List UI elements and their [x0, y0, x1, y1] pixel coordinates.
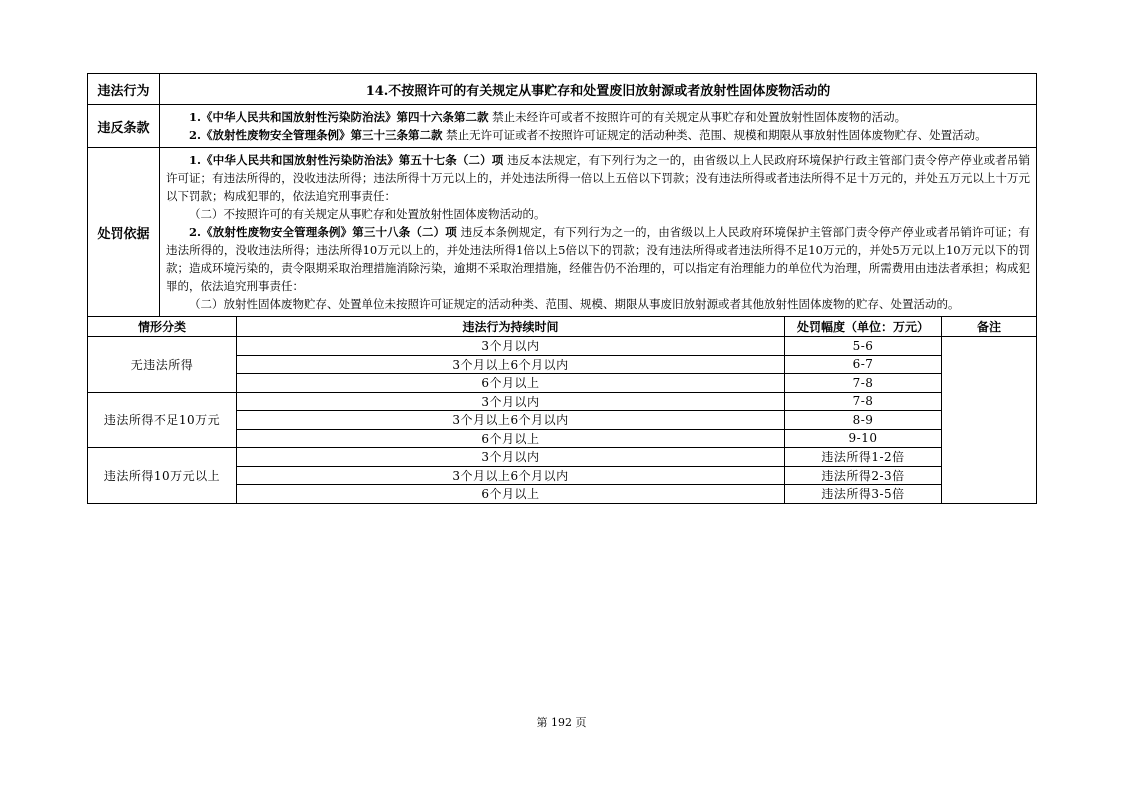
range-cell: 7-8 [785, 392, 942, 411]
basis-2-title: 2.《放射性废物安全管理条例》第三十八条（二）项 [189, 225, 457, 239]
table-header-row [88, 317, 1037, 337]
clause-2-text: 禁止无许可证或者不按照许可证规定的活动种类、范围、规模和期限从事放射性固体废物贮存、处置活动。 [442, 128, 987, 142]
violation-title: 14.不按照许可的有关规定从事贮存和处置废旧放射源或者放射性固体废物活动的 [160, 74, 1037, 105]
duration-cell: 6个月以上 [237, 374, 785, 393]
duration-cell: 3个月以上6个月以内 [237, 411, 785, 430]
col-header-category: 情形分类 [88, 317, 237, 337]
penalty-basis-label: 处罚依据 [88, 148, 160, 317]
violated-clause-label: 违反条款 [88, 105, 160, 148]
table-row [88, 448, 1037, 467]
duration-cell: 3个月以内 [237, 448, 785, 467]
clause-1-text: 禁止未经许可或者不按照许可的有关规定从事贮存和处置放射性固体废物的活动。 [488, 110, 907, 124]
violation-label: 违法行为 [88, 74, 160, 105]
range-cell: 违法所得1-2倍 [785, 448, 942, 467]
duration-cell: 3个月以上6个月以内 [237, 355, 785, 374]
range-cell: 7-8 [785, 374, 942, 393]
category-cell: 违法所得不足10万元 [88, 392, 237, 448]
range-cell: 5-6 [785, 337, 942, 356]
category-cell: 无违法所得 [88, 337, 237, 393]
table-row [88, 337, 1037, 356]
penalty-basis-row [88, 148, 1037, 317]
basis-1-text: 违反本法规定，有下列行为之一的，由省级以上人民政府环境保护行政主管部门责令停产停业或者吊销许可证；有违法所得的，没收违法所得；违法所得十万元以上的，并处违法所得一倍以上五倍以下罚款；没有违法所得或者违法所得不足十万元的，并处五万元以上十万元以下罚款；构成犯罪的，依法追究刑事责任： [166, 153, 1030, 203]
range-cell: 违法所得3-5倍 [785, 485, 942, 504]
range-cell: 6-7 [785, 355, 942, 374]
col-header-duration: 违法行为持续时间 [237, 317, 785, 337]
basis-1-title: 1.《中华人民共和国放射性污染防治法》第五十七条（二）项 [189, 153, 504, 167]
duration-cell: 6个月以上 [237, 429, 785, 448]
clause-1-title: 1.《中华人民共和国放射性污染防治法》第四十六条第二款 [189, 110, 489, 124]
penalty-standard-table [87, 73, 1037, 504]
page-number: 第 192 页 [536, 716, 587, 729]
violation-title-row [88, 74, 1037, 105]
duration-cell: 3个月以内 [237, 337, 785, 356]
category-cell: 违法所得10万元以上 [88, 448, 237, 504]
note-cell [942, 337, 1037, 504]
table-row [88, 392, 1037, 411]
basis-1-item: （二）不按照许可的有关规定从事贮存和处置放射性固体废物活动的。 [189, 207, 546, 221]
violated-clause-content [160, 105, 1037, 148]
range-cell: 8-9 [785, 411, 942, 430]
clause-2-title: 2.《放射性废物安全管理条例》第三十三条第二款 [189, 128, 443, 142]
col-header-note: 备注 [942, 317, 1037, 337]
range-cell: 违法所得2-3倍 [785, 466, 942, 485]
range-cell: 9-10 [785, 429, 942, 448]
basis-2-text: 违反本条例规定，有下列行为之一的，由省级以上人民政府环境保护主管部门责令停产停业或者吊销许可证；有违法所得的，没收违法所得；违法所得10万元以上的，并处违法所得1倍以上5倍以下的罚款；没有违法所得或者违法所得不足10万元的，并处5万元以上10万元以下的罚款；造成环境污染的，责令限期采取治理措施消除污染，逾期不采取治理措施，经催告仍不治理的，可以指定有治理能力的单位代为治理，所需费用由违法者承担；构成犯罪的，依法追究刑事责任： [166, 225, 1030, 293]
duration-cell: 3个月以内 [237, 392, 785, 411]
penalty-basis-content [160, 148, 1037, 317]
duration-cell: 6个月以上 [237, 485, 785, 504]
col-header-range: 处罚幅度（单位：万元） [785, 317, 942, 337]
violated-clause-row [88, 105, 1037, 148]
duration-cell: 3个月以上6个月以内 [237, 466, 785, 485]
basis-2-item: （二）放射性固体废物贮存、处置单位未按照许可证规定的活动种类、范围、规模、期限从事废旧放射源或者其他放射性固体废物的贮存、处置活动的。 [189, 297, 960, 311]
